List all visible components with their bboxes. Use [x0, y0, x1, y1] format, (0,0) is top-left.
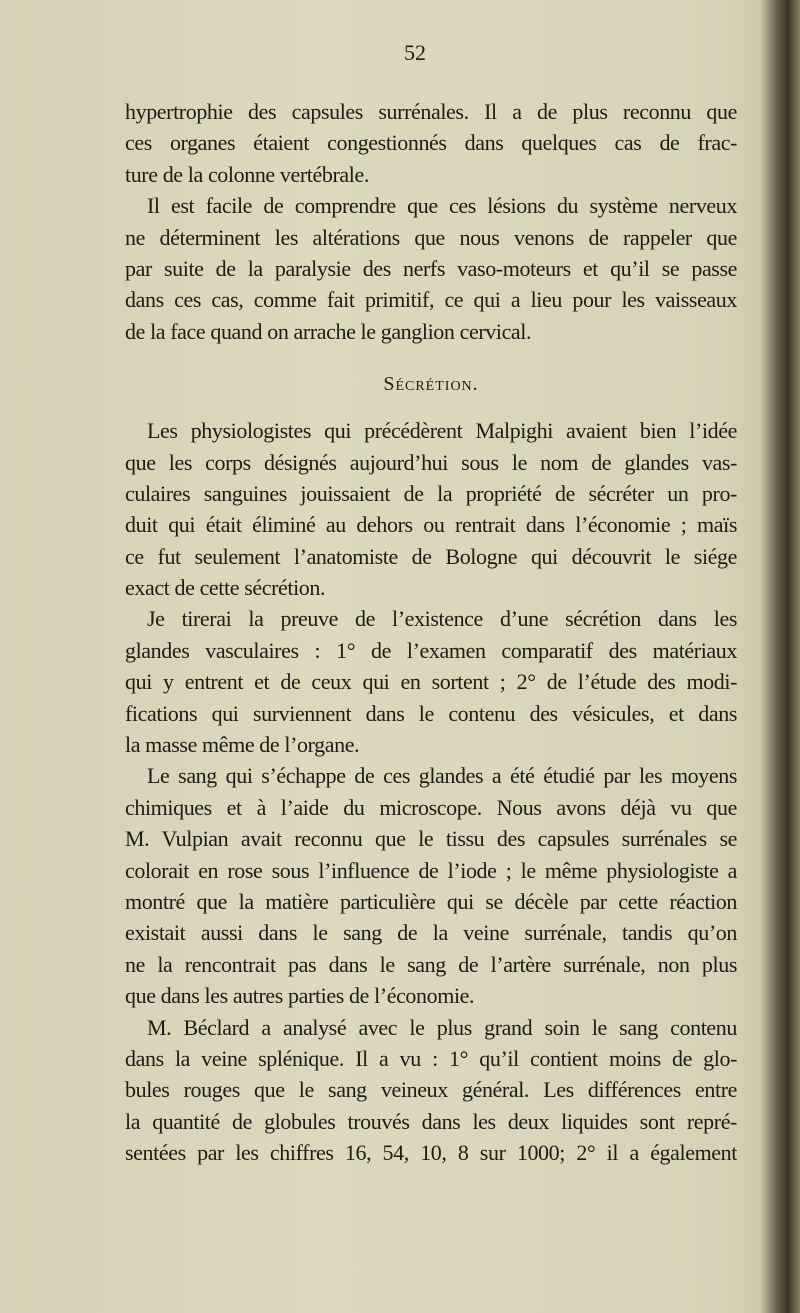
text-line: dans la veine splénique. Il a vu : 1° qu’il contient moins de glo- — [125, 1045, 737, 1071]
text-line: ce fut seulement l’anatomiste de Bologne qui découvrit le siége — [125, 543, 737, 569]
body-text — [125, 96, 737, 1169]
text-line: la masse même de l’organe. — [125, 732, 360, 758]
text-line: glandes vasculaires : 1° de l’examen comparatif des matériaux — [125, 637, 737, 663]
text-line: bules rouges que le sang veineux général. Les différences entre — [125, 1077, 737, 1103]
text-line: dans ces cas, comme fait primitif, ce qui a lieu pour les vaisseaux — [125, 287, 737, 313]
text-line: fications qui surviennent dans le contenu des vésicules, et dans — [125, 700, 737, 726]
text-line: exact de cette sécrétion. — [125, 575, 326, 601]
text-line: ture de la colonne vertébrale. — [125, 161, 369, 187]
section-intro — [125, 96, 737, 347]
text-line: que dans les autres parties de l’économie. — [125, 983, 475, 1009]
text-line: ces organes étaient congestionnés dans quelques cas de frac- — [125, 130, 737, 156]
text-line: culaires sanguines jouissaient de la propriété de sécréter un pro- — [125, 480, 737, 506]
text-line: de la face quand on arrache le ganglion cervical. — [125, 318, 532, 344]
page-number: 52 — [404, 40, 426, 65]
text-line: Les physiologistes qui précédèrent Malpighi avaient bien l’idée — [147, 418, 737, 444]
text-line: ne la rencontrait pas dans le sang de l’artère surrénale, non plus — [125, 951, 737, 977]
text-line: ne déterminent les altérations que nous venons de rappeler que — [125, 224, 737, 250]
text-line: Je tirerai la preuve de l’existence d’une sécrétion dans les — [147, 606, 737, 632]
text-line: M. Vulpian avait reconnu que le tissu des capsules surrénales se — [125, 826, 737, 852]
text-line: Il est facile de comprendre que ces lésions du système nerveux — [147, 193, 737, 219]
section-secretion — [125, 415, 737, 1168]
text-line: M. Béclard a analysé avec le plus grand soin le sang contenu — [147, 1014, 737, 1040]
text-line: chimiques et à l’aide du microscope. Nous avons déjà vu que — [125, 794, 737, 820]
text-line: colorait en rose sous l’influence de l’iode ; le même physiologiste a — [125, 857, 737, 883]
text-line: Le sang qui s’échappe de ces glandes a été étudié par les moyens — [147, 763, 737, 789]
text-line: sentées par les chiffres 16, 54, 10, 8 sur 1000; 2° il a également — [125, 1140, 737, 1166]
text-line: la quantité de globules trouvés dans les deux liquides sont repré- — [125, 1108, 737, 1134]
text-line: qui y entrent et de ceux qui en sortent ; 2° de l’étude des modi- — [125, 669, 737, 695]
section-heading: Sécrétion. — [383, 373, 479, 396]
text-line: existait aussi dans le sang de la veine surrénale, tandis qu’on — [125, 920, 737, 946]
text-line: montré que la matière particulière qui se décèle par cette réaction — [125, 888, 737, 914]
text-line: hypertrophie des capsules surrénales. Il a de plus reconnu que — [125, 99, 737, 124]
text-line: par suite de la paralysie des nerfs vaso-moteurs et qu’il se passe — [125, 255, 737, 281]
text-line: que les corps désignés aujourd’hui sous le nom de glandes vas- — [125, 449, 737, 475]
text-line: duit qui était éliminé au dehors ou rentrait dans l’économie ; maïs — [125, 512, 737, 538]
